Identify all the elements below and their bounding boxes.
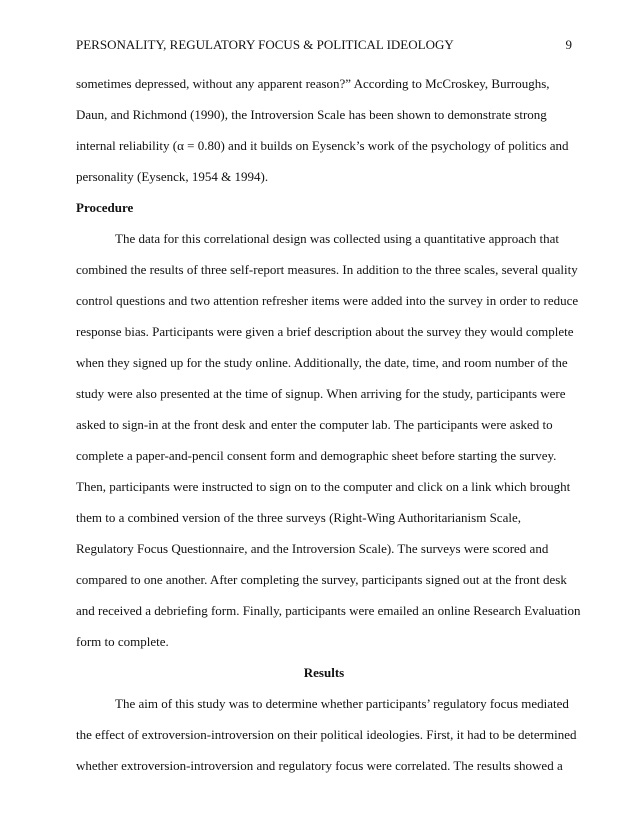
section-heading-procedure: Procedure [76, 200, 134, 215]
body-line: study were also presented at the time of signup. When arriving for the study, participants were [76, 386, 566, 401]
body-line: complete a paper-and-pencil consent form and demographic sheet before starting the survey. [76, 448, 557, 463]
body-line: control questions and two attention refresher items were added into the survey in order to reduce [76, 293, 579, 308]
running-head: PERSONALITY, REGULATORY FOCUS & POLITICAL IDEOLOGY [76, 37, 454, 52]
section-heading-results: Results [303, 665, 345, 680]
page-number: 9 [565, 37, 572, 52]
body-line: Then, participants were instructed to sign on to the computer and click on a link which brought [76, 479, 571, 494]
body-line: whether extroversion-introversion and regulatory focus were correlated. The results showed a [76, 758, 563, 773]
body-line: The data for this correlational design was collected using a quantitative approach that [115, 231, 560, 246]
body-line: the effect of extroversion-introversion on their political ideologies. First, it had to be determined [76, 727, 577, 742]
body-line: them to a combined version of the three surveys (Right-Wing Authoritarianism Scale, [76, 510, 521, 525]
body-line: sometimes depressed, without any apparent reason?” According to McCroskey, Burroughs, [76, 76, 550, 91]
body-line: form to complete. [76, 634, 169, 649]
body-line: internal reliability (α = 0.80) and it builds on Eysenck’s work of the psychology of politics and [76, 138, 569, 153]
body-line: Daun, and Richmond (1990), the Introversion Scale has been shown to demonstrate strong [76, 107, 547, 122]
body-line: and received a debriefing form. Finally, participants were emailed an online Research Evaluation [76, 603, 581, 618]
body-line: response bias. Participants were given a brief description about the survey they would complete [76, 324, 574, 339]
body-line: Regulatory Focus Questionnaire, and the Introversion Scale). The surveys were scored and [76, 541, 549, 556]
body-line: The aim of this study was to determine whether participants’ regulatory focus mediated [115, 696, 569, 711]
body-line: when they signed up for the study online. Additionally, the date, time, and room number of the [76, 355, 568, 370]
body-line: personality (Eysenck, 1954 & 1994). [76, 169, 269, 184]
body-line: compared to one another. After completing the survey, participants signed out at the front desk [76, 572, 567, 587]
body-line: combined the results of three self-report measures. In addition to the three scales, several quality [76, 262, 578, 277]
body-line: asked to sign-in at the front desk and enter the computer lab. The participants were asked to [76, 417, 553, 432]
